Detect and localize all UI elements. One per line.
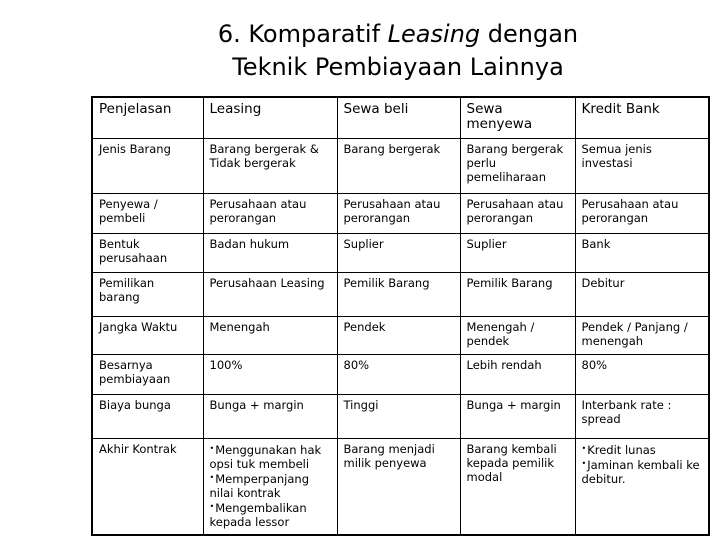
row-label: Biaya bunga (92, 395, 203, 439)
table-cell: Suplier (337, 234, 460, 273)
title-line-2: Teknik Pembiayaan Lainnya (232, 53, 564, 81)
table-cell (203, 439, 337, 536)
table-cell: Badan hukum (203, 234, 337, 273)
row-label: Bentuk perusahaan (92, 234, 203, 273)
table-cell: Perusahaan atau perorangan (337, 194, 460, 234)
row-label: Jangka Waktu (92, 317, 203, 355)
table-row (92, 194, 709, 234)
table-cell: Interbank rate : spread (575, 395, 709, 439)
header-cell: Penjelasan (92, 97, 203, 139)
table-row (92, 139, 709, 194)
table-row (92, 273, 709, 317)
table-cell: Pendek / Panjang / menengah (575, 317, 709, 355)
table-cell: Pemilik Barang (460, 273, 575, 317)
table-cell: Bank (575, 234, 709, 273)
table-cell: Suplier (460, 234, 575, 273)
header-cell: Kredit Bank (575, 97, 709, 139)
header-cell: Sewa menyewa (460, 97, 575, 139)
table-row (92, 355, 709, 395)
table-cell: Barang bergerak & Tidak bergerak (203, 139, 337, 194)
bullet-icon: • (209, 444, 215, 453)
table-row (92, 317, 709, 355)
table-cell: Menengah / pendek (460, 317, 575, 355)
header-cell: Sewa beli (337, 97, 460, 139)
list-item: •Menggunakan hak opsi tuk membeli (209, 443, 322, 471)
table-cell: Pemilik Barang (337, 273, 460, 317)
table-cell: Perusahaan Leasing (203, 273, 337, 317)
bullet-icon: • (209, 473, 215, 482)
row-label: Penyewa / pembeli (92, 194, 203, 234)
table-row (92, 234, 709, 273)
table-cell: Perusahaan atau perorangan (460, 194, 575, 234)
table-cell: Lebih rendah (460, 355, 575, 395)
table-cell: Perusahaan atau perorangan (203, 194, 337, 234)
table-cell: Barang kembali kepada pemilik modal (460, 439, 575, 536)
table-cell: Tinggi (337, 395, 460, 439)
table-cell (575, 439, 709, 536)
list-item: •Kredit lunas (581, 443, 656, 457)
table-header-row (92, 97, 709, 139)
list-item: •Mengembalikan kepada lessor (209, 501, 307, 529)
table-cell: Barang bergerak perlu pemeliharaan (460, 139, 575, 194)
title-line-1: 6. Komparatif Leasing dengan (217, 20, 579, 48)
table-cell: Semua jenis investasi (575, 139, 709, 194)
table-cell: Pendek (337, 317, 460, 355)
bullet-icon: • (209, 502, 215, 511)
table-cell: 100% (203, 355, 337, 395)
table-cell: 80% (337, 355, 460, 395)
row-label: Besarnya pembiayaan (92, 355, 203, 395)
table-cell: Barang menjadi milik penyewa (337, 439, 460, 536)
table-cell: Bunga + margin (460, 395, 575, 439)
table-cell: Menengah (203, 317, 337, 355)
table-cell: Perusahaan atau perorangan (575, 194, 709, 234)
row-label: Jenis Barang (92, 139, 203, 194)
table-cell: 80% (575, 355, 709, 395)
list-item: •Memperpanjang nilai kontrak (209, 472, 309, 500)
table-row (92, 395, 709, 439)
table-cell: Bunga + margin (203, 395, 337, 439)
bullet-icon: • (581, 459, 587, 468)
row-label: Akhir Kontrak (92, 439, 203, 536)
slide-title (0, 18, 720, 84)
bullet-icon: • (581, 444, 587, 453)
row-label: Pemilikan barang (92, 273, 203, 317)
comparison-table (91, 96, 710, 536)
list-item: •Jaminan kembali ke debitur. (581, 458, 700, 486)
table-row-akhir-kontrak (92, 439, 709, 536)
table-cell: Barang bergerak (337, 139, 460, 194)
header-cell: Leasing (203, 97, 337, 139)
table-cell: Debitur (575, 273, 709, 317)
